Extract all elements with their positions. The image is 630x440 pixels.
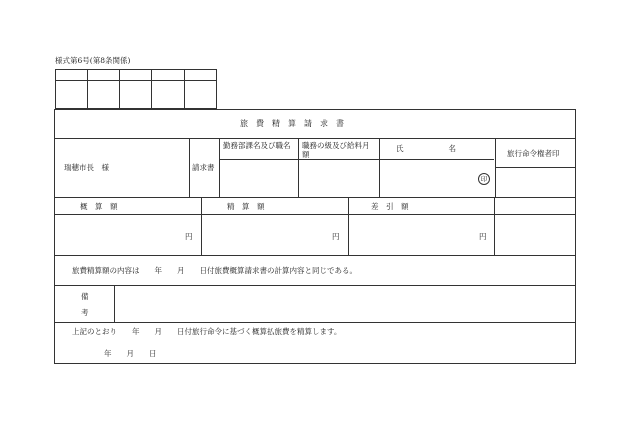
seal-mark: 印 (478, 173, 490, 185)
settled-yen: 円 (332, 232, 340, 241)
mayor-addressee: 瑞穂市長 様 (64, 163, 109, 172)
remarks-label-top: 備 (81, 292, 89, 301)
difference-header: 差 引 額 (371, 202, 409, 211)
remarks-label-bottom: 考 (81, 308, 89, 317)
dept-position-label: 勤務部課名及び職名 (223, 141, 291, 150)
difference-yen: 円 (479, 232, 487, 241)
estimate-yen: 円 (185, 232, 193, 241)
approver-seal-label: 旅行命令権者印 (507, 149, 560, 158)
form-number: 様式第6号(第8条関係) (55, 56, 131, 65)
grade-salary-label: 職務の級及び給料月額 (302, 141, 370, 159)
name-label: 氏 名 (396, 144, 456, 153)
settled-header: 精 算 額 (227, 202, 265, 211)
form-title: 旅 費 精 算 請 求 書 (240, 119, 344, 128)
settlement-statement: 旅費精算額の内容は 年 月 日付旅費概算請求書の計算内容と同じである。 (72, 266, 357, 275)
approval-date: 年 月 日 (104, 349, 157, 358)
approval-statement: 上記のとおり 年 月 日付旅行命令に基づく概算払旅費を精算します。 (72, 327, 342, 336)
estimate-header: 概 算 額 (80, 202, 118, 211)
stamp-grid (55, 69, 217, 109)
claimant-label: 請求書 (192, 163, 215, 172)
